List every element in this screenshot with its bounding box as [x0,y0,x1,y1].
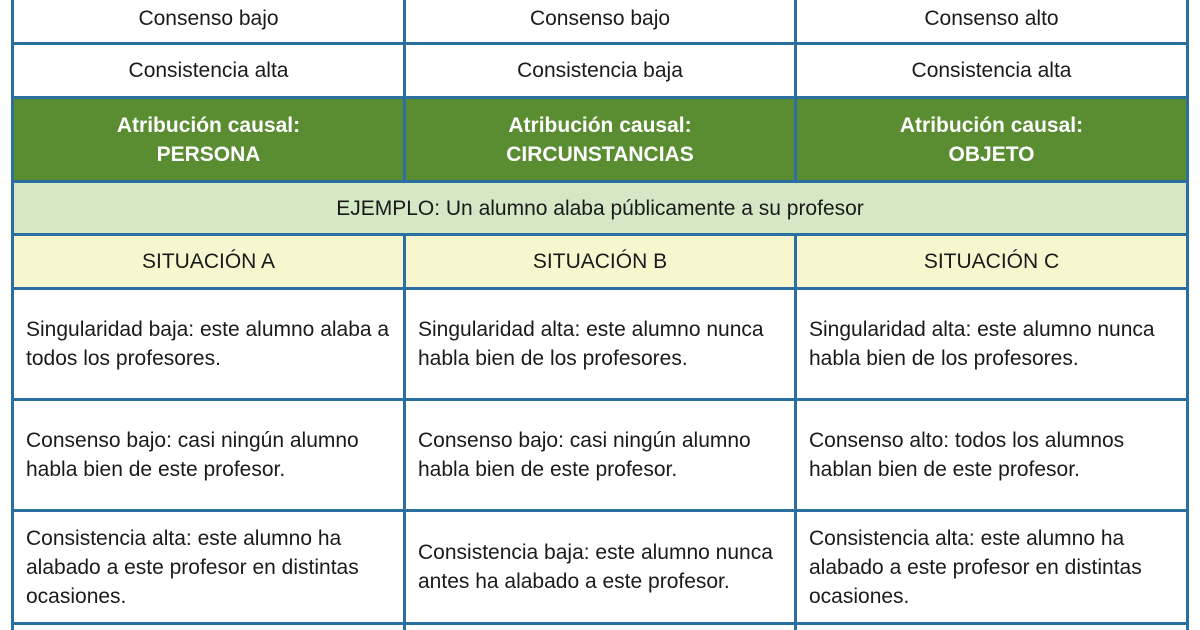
cell-attribution-c [796,98,1188,182]
cell-consensus-a: Consenso bajo [13,0,405,44]
attribution-value: OBJETO [948,142,1035,166]
cell-truncated-a [13,624,405,630]
cell-attribution-b [405,98,796,182]
table-row-example [13,182,1188,235]
cell-consistency-a: Consistencia alta [13,44,405,98]
attribution-value: PERSONA [156,142,261,166]
cell-consensus-b: Consenso bajo [405,0,796,44]
cell-singularity-a: Singularidad baja: este alumno alaba a todos los profesores. [13,289,405,400]
cell-consistency-detail-a: Consistencia alta: este alumno ha alabado a este profesor en distintas ocasiones. [13,511,405,624]
cell-truncated-c [796,624,1188,630]
table-row-consensus-detail [13,400,1188,511]
attribution-label: Atribución causal: [899,113,1084,137]
cell-consensus-c: Consenso alto [796,0,1188,44]
attribution-label: Atribución causal: [116,113,301,137]
cell-consistency-detail-b: Consistencia baja: este alumno nunca antes ha alabado a este profesor. [405,511,796,624]
cell-truncated-b [405,624,796,630]
cell-consensus-detail-c: Consenso alto: todos los alumnos hablan bien de este profesor. [796,400,1188,511]
attribution-value: CIRCUNSTANCIAS [506,142,694,166]
situation-a-heading: SITUACIÓN A [13,235,405,289]
table-row-consensus [13,0,1188,44]
table-row-consistency-detail [13,511,1188,624]
situation-c-heading: SITUACIÓN C [796,235,1188,289]
cell-attribution-a [13,98,405,182]
cell-singularity-b: Singularidad alta: este alumno nunca habla bien de los profesores. [405,289,796,400]
attribution-table [11,0,1189,630]
cell-consistency-detail-c: Consistencia alta: este alumno ha alabado a este profesor en distintas ocasiones. [796,511,1188,624]
table-row-truncated [13,624,1188,630]
table-row-attribution [13,98,1188,182]
table-row-consistency [13,44,1188,98]
cell-consensus-detail-b: Consenso bajo: casi ningún alumno habla bien de este profesor. [405,400,796,511]
cell-singularity-c: Singularidad alta: este alumno nunca habla bien de los profesores. [796,289,1188,400]
situation-b-heading: SITUACIÓN B [405,235,796,289]
cell-consensus-detail-a: Consenso bajo: casi ningún alumno habla bien de este profesor. [13,400,405,511]
table-row-singularity [13,289,1188,400]
attribution-label: Atribución causal: [508,113,692,137]
example-caption: EJEMPLO: Un alumno alaba públicamente a su profesor [13,182,1188,235]
cell-consistency-b: Consistencia baja [405,44,796,98]
table-row-situations [13,235,1188,289]
cell-consistency-c: Consistencia alta [796,44,1188,98]
